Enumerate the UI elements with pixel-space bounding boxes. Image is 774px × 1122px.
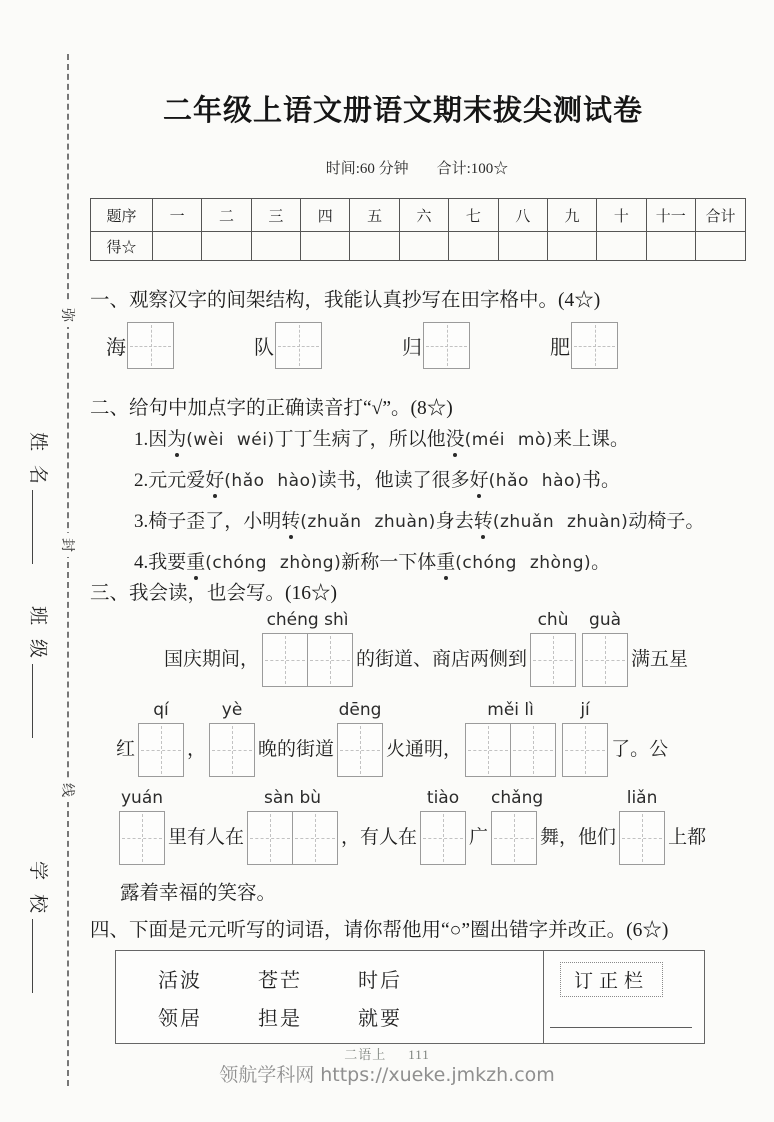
sentence-segment: 来上课。 (553, 429, 630, 450)
tianzige-box[interactable] (275, 322, 322, 369)
word-row (158, 1002, 543, 1031)
score-cell[interactable] (547, 232, 596, 261)
pinyin-options[interactable]: (chóng zhòng) (205, 553, 342, 573)
dotted-character: 为 (167, 429, 187, 450)
dictation-word: 担是 (258, 1007, 302, 1030)
sentence-segment: 晚的街道 (258, 739, 335, 760)
score-header-row (91, 199, 746, 232)
pinyin-choice-item (90, 547, 754, 574)
pinyin-label: chéng shì (266, 610, 349, 630)
dictation-word: 就要 (358, 1007, 402, 1030)
school-blank-line[interactable] (32, 919, 53, 993)
sentence-segment: 身去 (435, 511, 474, 532)
write-cell[interactable] (491, 811, 537, 865)
sentence-segment: 的街道、商店两侧到 (356, 649, 528, 670)
dotted-character: 重 (186, 552, 206, 573)
seal-dashed-line (67, 54, 69, 1086)
write-cell[interactable] (247, 811, 293, 865)
write-line-3 (90, 788, 754, 866)
score-header-cell: 十一 (646, 199, 695, 232)
score-header-cell: 九 (547, 199, 596, 232)
sentence-segment: 满五星 (631, 649, 689, 670)
score-header-cell: 三 (251, 199, 300, 232)
exam-meta (90, 157, 744, 178)
score-cell[interactable] (399, 232, 448, 261)
score-cell[interactable] (301, 232, 350, 261)
write-cell[interactable] (562, 723, 608, 777)
write-cell[interactable] (209, 723, 255, 777)
score-header-cell: 题序 (91, 199, 153, 232)
tianzige-box[interactable] (127, 322, 174, 369)
pinyin-label: dēng (338, 700, 382, 720)
dotted-character: 转 (473, 511, 493, 532)
dictation-word: 活波 (158, 969, 202, 992)
exam-time-label: 时间:60 分钟 (325, 161, 409, 177)
score-header-cell: 五 (350, 199, 399, 232)
pinyin-choice-item (90, 424, 754, 451)
write-cell[interactable] (420, 811, 466, 865)
score-cell[interactable] (449, 232, 498, 261)
write-cell[interactable] (530, 633, 576, 687)
dotted-character: 好 (469, 470, 489, 491)
footer-page-number: 111 (408, 1047, 430, 1062)
write-cell[interactable] (619, 811, 665, 865)
side-label-name (26, 432, 53, 564)
write-cell[interactable] (465, 723, 511, 777)
score-table (90, 198, 746, 261)
score-cell[interactable] (696, 232, 746, 261)
correction-area (544, 951, 704, 1043)
seal-char-feng: 封 (57, 533, 79, 557)
pinyin-write-box (337, 700, 383, 777)
score-header-cell: 四 (301, 199, 350, 232)
dictation-word: 苍芒 (258, 969, 302, 992)
class-label: 班级 (27, 606, 48, 673)
dotted-character: 没 (445, 429, 465, 450)
model-character: 肥 (550, 337, 570, 359)
model-character: 归 (402, 337, 422, 359)
pinyin-choice-item (90, 506, 754, 533)
pinyin-write-box (119, 788, 165, 865)
pinyin-write-box (619, 788, 665, 865)
pinyin-label: qí (153, 700, 169, 720)
score-row-label: 得☆ (91, 232, 153, 261)
seal-char-xian: 线 (57, 778, 79, 802)
sentence-segment: 了。公 (611, 739, 669, 760)
dictation-words (116, 951, 544, 1043)
pinyin-write-box (209, 700, 255, 777)
tianzige-box[interactable] (571, 322, 618, 369)
model-character: 海 (106, 337, 126, 359)
sentence-segment: 4.我要 (134, 552, 187, 573)
word-row (158, 964, 543, 993)
pinyin-label: jí (580, 700, 590, 720)
side-label-class (26, 606, 53, 738)
pinyin-write-box (420, 788, 466, 865)
section-4-heading: 四、下面是元元听写的词语，请你帮他用“○”圈出错字并改正。(6☆) (90, 920, 669, 941)
dotted-character: 转 (281, 511, 301, 532)
tianzige-box[interactable] (423, 322, 470, 369)
section-3-heading: 三、我会读，也会写。(16☆) (90, 583, 337, 604)
write-cell[interactable] (337, 723, 383, 777)
pinyin-options[interactable]: (hǎo hào) (488, 471, 583, 491)
write-line-2 (90, 700, 754, 778)
pinyin-label: liǎn (626, 788, 658, 808)
write-cell[interactable] (510, 723, 556, 777)
section-1-heading: 一、观察汉字的间架结构，我能认真抄写在田字格中。(4☆) (90, 290, 601, 311)
sentence-segment: 火通明， (386, 739, 463, 760)
school-label: 学校 (27, 861, 48, 928)
pinyin-write-box (247, 788, 338, 865)
score-header-cell: 一 (153, 199, 202, 232)
write-line-1 (90, 610, 754, 688)
page-title: 二年级上语文册语文期末拔尖测试卷 (162, 95, 643, 127)
copy-unit (106, 322, 174, 369)
pinyin-label: tiào (426, 788, 460, 808)
pinyin-options[interactable]: (chóng zhòng) (455, 553, 592, 573)
name-label: 姓名 (27, 432, 48, 499)
copy-unit (402, 322, 470, 369)
correction-label: 订正栏 (560, 962, 663, 997)
model-character: 队 (254, 337, 274, 359)
watermark-link[interactable]: 领航学科网 https://xueke.jmkzh.com (219, 1064, 555, 1086)
sentence-segment: 国庆期间， (164, 649, 260, 670)
pinyin-write-box (465, 700, 556, 777)
pinyin-label: guà (589, 610, 622, 630)
section-1-copy-row (90, 322, 618, 369)
sentence-segment: ， (187, 739, 207, 760)
name-blank-line[interactable] (32, 490, 53, 564)
pinyin-write-box (138, 700, 184, 777)
pinyin-write-box (262, 610, 353, 687)
write-cell[interactable] (307, 633, 353, 687)
score-header-cell: 合计 (696, 199, 746, 232)
sentence-segment: 读书，他读了很多 (317, 470, 470, 491)
sentence-segment: 3.椅子歪了，小明 (134, 511, 282, 532)
pinyin-label: yuán (120, 788, 164, 808)
sentence-segment: 里有人在 (168, 827, 245, 848)
score-cell[interactable] (251, 232, 300, 261)
section-2-items (90, 424, 754, 588)
score-header-cell: 六 (399, 199, 448, 232)
score-cell[interactable] (597, 232, 646, 261)
pinyin-options[interactable]: (wèi wéi) (186, 430, 275, 450)
pinyin-label: yè (221, 700, 243, 720)
pinyin-label: sàn bù (264, 788, 322, 808)
score-cell[interactable] (153, 232, 202, 261)
sentence-segment: 舞，他们 (540, 827, 617, 848)
score-cell[interactable] (350, 232, 399, 261)
sentence-segment: ，有人在 (341, 827, 418, 848)
pinyin-label: měi lì (487, 700, 534, 720)
exam-total-label: 合计:100☆ (436, 161, 509, 177)
write-cell[interactable] (138, 723, 184, 777)
write-line-4: 露着幸福的笑容。 (120, 883, 277, 904)
dotted-character: 重 (436, 552, 456, 573)
dictation-word: 时后 (358, 969, 402, 992)
seal-char-mi: 弥 (57, 303, 79, 327)
section-2-heading: 二、给句中加点字的正确读音打“√”。(8☆) (90, 398, 453, 419)
side-label-school (26, 861, 53, 993)
copy-unit (254, 322, 322, 369)
score-cell[interactable] (202, 232, 251, 261)
correction-blank-line[interactable] (550, 1027, 692, 1028)
sentence-segment: 1.因 (134, 429, 168, 450)
sentence-segment: 书。 (582, 470, 621, 491)
pinyin-options[interactable]: (zhuǎn zhuàn) (300, 512, 436, 532)
sentence-segment: 。 (591, 552, 611, 573)
score-header-cell: 七 (449, 199, 498, 232)
pinyin-choice-item (90, 465, 754, 492)
sentence-segment: 上都 (668, 827, 707, 848)
score-cell[interactable] (498, 232, 547, 261)
sentence-segment: 丁丁生病了，所以他 (274, 429, 446, 450)
write-cell[interactable] (119, 811, 165, 865)
score-header-cell: 二 (202, 199, 251, 232)
dotted-character: 好 (205, 470, 225, 491)
dictation-word: 领居 (158, 1007, 202, 1030)
pinyin-write-box (530, 610, 576, 687)
score-header-cell: 八 (498, 199, 547, 232)
pinyin-label: chù (537, 610, 569, 630)
write-cell[interactable] (262, 633, 308, 687)
correction-table (115, 950, 705, 1044)
write-cell[interactable] (292, 811, 338, 865)
pinyin-options[interactable]: (méi mò) (464, 430, 554, 450)
pinyin-options[interactable]: (zhuǎn zhuàn) (492, 512, 629, 532)
pinyin-write-box (491, 788, 544, 865)
sentence-segment: 新称一下体 (341, 552, 437, 573)
footer-book-label: 二语上 (344, 1047, 387, 1062)
score-header-cell: 十 (597, 199, 646, 232)
score-value-row (91, 232, 746, 261)
class-blank-line[interactable] (32, 664, 53, 738)
score-cell[interactable] (646, 232, 695, 261)
sentence-segment: 红 (116, 739, 136, 760)
sentence-segment: 广 (469, 827, 489, 848)
sentence-segment: 2.元元爱 (134, 470, 206, 491)
pinyin-options[interactable]: (hǎo hào) (224, 471, 318, 491)
sentence-segment: 动椅子。 (628, 511, 705, 532)
write-cell[interactable] (582, 633, 628, 687)
pinyin-label: chǎng (491, 788, 544, 808)
copy-unit (550, 322, 618, 369)
pinyin-write-box (582, 610, 628, 687)
pinyin-write-box (562, 700, 608, 777)
